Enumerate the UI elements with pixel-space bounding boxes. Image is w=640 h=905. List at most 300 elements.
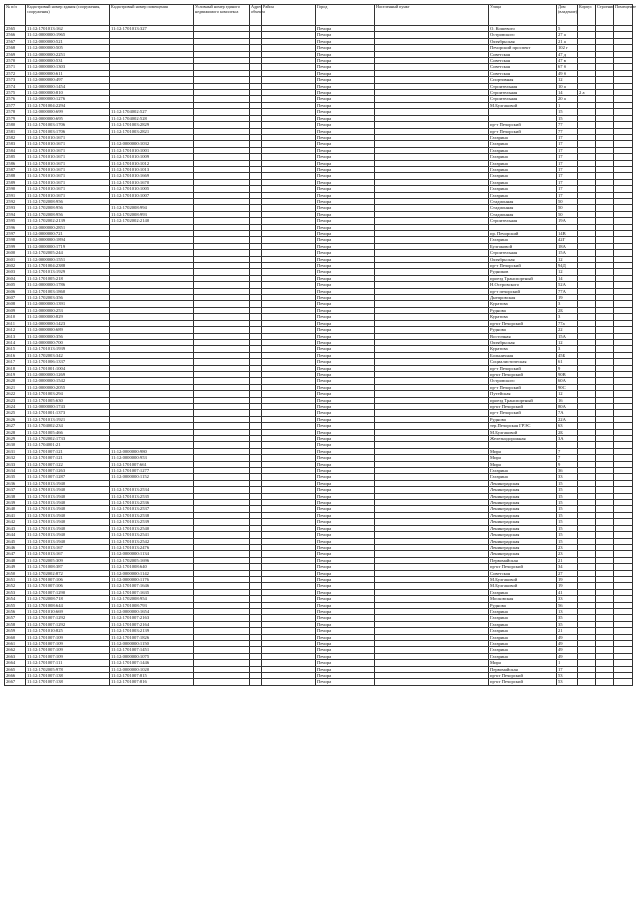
cell-premises-cadastral: 11:12:1701010:1005 — [110, 186, 194, 192]
cell-building-cadastral: 11:12:0000000:611 — [26, 70, 110, 76]
cell-city: Печора — [316, 320, 375, 326]
cell-house: 47 д — [557, 51, 578, 57]
cell-index: 2580 — [5, 122, 26, 128]
cell-index: 2570 — [5, 58, 26, 64]
cell-city: Печора — [316, 109, 375, 115]
cell-city: Печора — [316, 26, 375, 32]
cell-index: 2581 — [5, 128, 26, 134]
cell-building-cadastral: 11:12:0000000:2251 — [26, 51, 110, 57]
cell-street: Днепровская — [489, 295, 557, 301]
cell-city: Печора — [316, 641, 375, 647]
cell-premises-cadastral: 11:12:1701010:1670 — [110, 179, 194, 185]
cell-city: Печора — [316, 532, 375, 538]
cell-building-cadastral: 11:12:1701013:1940 — [26, 519, 110, 525]
cell-building: 2 а — [578, 90, 596, 96]
cell-index: 2636 — [5, 480, 26, 486]
cell-street: проезд Транспортный — [489, 397, 557, 403]
cell-house: 17 — [557, 134, 578, 140]
cell-index: 2602 — [5, 263, 26, 269]
cell-building-cadastral: 11:12:1701010:1671 — [26, 192, 110, 198]
cell-city: Печора — [316, 487, 375, 493]
cell-building-cadastral: 11:12:1701007:106 — [26, 576, 110, 582]
cell-city: Печора — [316, 211, 375, 217]
cell-building-cadastral: 11:12:1701001:1373 — [26, 410, 110, 416]
cell-city: Печора — [316, 173, 375, 179]
cell-index: 2646 — [5, 544, 26, 550]
cell-house: 14 — [557, 90, 578, 96]
cell-street: пр-кт Печорский — [489, 320, 557, 326]
cell-building-cadastral: 11:12:0000000:1542 — [26, 378, 110, 384]
cell-index: 2569 — [5, 51, 26, 57]
cell-street: Советская — [489, 58, 557, 64]
cell-index: 2575 — [5, 90, 26, 96]
cell-street: тер.Печорская ГРЭС — [489, 423, 557, 429]
cell-house: 15 — [557, 493, 578, 499]
cell-street: пр-т Печорский — [489, 384, 557, 390]
cell-house: 35 — [557, 615, 578, 621]
cell-city: Печора — [316, 282, 375, 288]
cell-city: Печора — [316, 455, 375, 461]
cell-building-cadastral: 11:12:0000000:1894 — [26, 237, 110, 243]
col-header-district: Район — [262, 5, 316, 26]
cell-street: Стадионная — [489, 211, 557, 217]
cell-city: Печора — [316, 660, 375, 666]
cell-building-cadastral: 11:12:1702002:1733 — [26, 436, 110, 442]
cell-street: Гагарина — [489, 634, 557, 640]
cell-district — [262, 679, 316, 685]
cell-index: 2568 — [5, 45, 26, 51]
cell-house: 21 — [557, 557, 578, 563]
cell-building-cadastral: 11:12:1701007:121 — [26, 455, 110, 461]
cell-house: 14В — [557, 231, 578, 237]
cell-building-cadastral: 11:12:1701010:1671 — [26, 160, 110, 166]
cell-index: 2608 — [5, 301, 26, 307]
cell-index: 2660 — [5, 634, 26, 640]
cell-index: 2616 — [5, 352, 26, 358]
cell-house: 77а — [557, 320, 578, 326]
cell-street: Гагарина — [489, 179, 557, 185]
cell-house: 42Г — [557, 237, 578, 243]
cell-building-cadastral: 11:12:1701004:2294 — [26, 102, 110, 108]
col-header-building: Корпус — [578, 5, 596, 26]
cell-building-cadastral: 11:12:1702008:956 — [26, 205, 110, 211]
cell-street: Куратова — [489, 314, 557, 320]
cell-city: Печора — [316, 263, 375, 269]
cell-city: Печора — [316, 615, 375, 621]
cell-city: Печора — [316, 269, 375, 275]
cell-building-cadastral: 11:12:1701005:630 — [26, 397, 110, 403]
cell-street: Ленинградская — [489, 538, 557, 544]
cell-street: Гагарина — [489, 173, 557, 179]
cell-city: Печора — [316, 384, 375, 390]
cell-house: 18А — [557, 243, 578, 249]
cell-index: 2620 — [5, 378, 26, 384]
cell-house: 9 — [557, 365, 578, 371]
cell-building-cadastral: 11:12:1701007:122 — [26, 461, 110, 467]
cell-premises-cadastral: 11:12:1701013:2537 — [110, 506, 194, 512]
cell-index: 2605 — [5, 282, 26, 288]
cell-address — [250, 679, 262, 685]
cell-city: Печора — [316, 468, 375, 474]
cell-building-cadastral: 11:12:1702008:718 — [26, 596, 110, 602]
cell-house: 12 — [557, 269, 578, 275]
cell-city: Печора — [316, 403, 375, 409]
cell-house: 12 — [557, 77, 578, 83]
cell-city: Печора — [316, 583, 375, 589]
cell-house: 33 — [557, 474, 578, 480]
cell-city: Печора — [316, 352, 375, 358]
cell-index: 2641 — [5, 512, 26, 518]
cell-city: Печора — [316, 423, 375, 429]
cell-house: 49 — [557, 641, 578, 647]
cell-city: Печора — [316, 506, 375, 512]
cell-street: Первомайская — [489, 666, 557, 672]
cell-street: пр-т Печорский — [489, 128, 557, 134]
cell-building-cadastral: 11:12:1701007:111 — [26, 660, 110, 666]
cell-street: Октябрьская — [489, 339, 557, 345]
cell-house: 2Б — [557, 307, 578, 313]
cell-street: Стадионная — [489, 198, 557, 204]
cell-index: 2567 — [5, 38, 26, 44]
cell-street: Строительная — [489, 250, 557, 256]
cell-city: Печора — [316, 371, 375, 377]
cell-house: 56 — [557, 602, 578, 608]
cell-house: 15 — [557, 525, 578, 531]
col-header-premises: Помещение — [614, 5, 633, 26]
cell-city: Печора — [316, 51, 375, 57]
cell-house: 17 — [557, 179, 578, 185]
cell-street: Октябрьская — [489, 38, 557, 44]
cell-city: Печора — [316, 45, 375, 51]
col-header-complex-number: Условный номер единого недвижимого комплекса — [194, 5, 250, 26]
cell-premises-cadastral: 11:12:1701007:1635 — [110, 589, 194, 595]
cell-premises-cadastral: 11:12:0000000:1150 — [110, 641, 194, 647]
cell-city: Печора — [316, 314, 375, 320]
cell-house: 7 — [557, 455, 578, 461]
cell-house: 53 — [557, 673, 578, 679]
cell-building-cadastral: 11:12:0000000:699 — [26, 109, 110, 115]
cell-index: 2579 — [5, 115, 26, 121]
cell-building-cadastral: 11:12:0000000:505 — [26, 45, 110, 51]
cell-index: 2615 — [5, 346, 26, 352]
cell-premises-cadastral: 11:12:1701007:2164 — [110, 621, 194, 627]
cell-index: 2576 — [5, 96, 26, 102]
cell-index: 2578 — [5, 109, 26, 115]
cell-house: 94Д — [557, 263, 578, 269]
col-header-structure: Строение — [596, 5, 614, 26]
cell-premises-cadastral: 11:12:1701007:1277 — [110, 468, 194, 474]
cell-street: Гагарина — [489, 186, 557, 192]
cell-street: Восточная — [489, 333, 557, 339]
cell-street: Гагарина — [489, 653, 557, 659]
cell-house: 20 а — [557, 96, 578, 102]
cell-building-cadastral: 11:12:1701008:644 — [26, 602, 110, 608]
cell-city: Печора — [316, 628, 375, 634]
cell-city: Печора — [316, 461, 375, 467]
cell-building-cadastral: 11:12:1702005:309 — [26, 557, 110, 563]
cell-building-cadastral: 11:12:1701013:1940 — [26, 532, 110, 538]
cell-city: Печора — [316, 448, 375, 454]
col-header-building-cadastral: Кадастровый номер здания (сооружения, сооружения) — [26, 5, 110, 26]
cell-building-cadastral: 11:12:1701013:1940 — [26, 538, 110, 544]
cell-index: 2612 — [5, 327, 26, 333]
cell-index: 2598 — [5, 237, 26, 243]
cell-index: 2565 — [5, 26, 26, 32]
cell-index: 2566 — [5, 32, 26, 38]
cell-street: Гагарина — [489, 589, 557, 595]
cell-city: Печора — [316, 256, 375, 262]
cell-house: 27 а — [557, 32, 578, 38]
cell-city: Печора — [316, 436, 375, 442]
cell-house: 102 г — [557, 45, 578, 51]
cell-city: Печора — [316, 551, 375, 557]
cell-house: 15 — [557, 506, 578, 512]
cell-building-cadastral: 11:12:1702003:342 — [26, 352, 110, 358]
cell-house: 35 — [557, 621, 578, 627]
cell-house: 15 — [557, 538, 578, 544]
cell-building-cadastral: 11:12:1701004:2388 — [26, 263, 110, 269]
cell-index: 2624 — [5, 403, 26, 409]
cell-street: пр. Печорский — [489, 231, 557, 237]
cell-house: 67 б — [557, 64, 578, 70]
cell-premises-cadastral: 11:12:1701007:661 — [110, 461, 194, 467]
cell-house: 21 — [557, 628, 578, 634]
cell-index: 2619 — [5, 371, 26, 377]
cell-index: 2665 — [5, 666, 26, 672]
cell-building-cadastral: 11:12:1704002:234 — [26, 423, 110, 429]
cell-index: 2652 — [5, 583, 26, 589]
cell-city: Печора — [316, 429, 375, 435]
cell-street: Ленинградская — [489, 519, 557, 525]
cell-index: 2662 — [5, 647, 26, 653]
cell-house: 15А — [557, 333, 578, 339]
cell-house: 34 — [557, 564, 578, 570]
cell-premises-cadastral: 11:12:1704002:527 — [110, 109, 194, 115]
cell-building-cadastral: 11:12:1701007:106 — [26, 583, 110, 589]
cell-house: 2Б — [557, 429, 578, 435]
cell-index: 2583 — [5, 141, 26, 147]
cell-index: 2654 — [5, 596, 26, 602]
cell-premises-cadastral: 11:12:1702008:994 — [110, 205, 194, 211]
cell-house: 27 — [557, 570, 578, 576]
cell-city: Печора — [316, 500, 375, 506]
cell-city: Печора — [316, 231, 375, 237]
cell-building-cadastral: 11:12:1701007:138 — [26, 679, 110, 685]
cell-city: Печора — [316, 519, 375, 525]
cell-city: Печора — [316, 160, 375, 166]
cell-index: 2661 — [5, 641, 26, 647]
cell-city: Печора — [316, 147, 375, 153]
cell-premises-cadastral: 11:12:1701010:1007 — [110, 192, 194, 198]
cell-complex-number — [194, 679, 250, 685]
cell-index: 2599 — [5, 243, 26, 249]
cell-city: Печора — [316, 192, 375, 198]
cell-street: Ленинградская — [489, 500, 557, 506]
cell-building-cadastral: 11:12:0000000:497 — [26, 77, 110, 83]
cell-premises — [614, 679, 633, 685]
cell-building-cadastral: 11:12:1701013:1940 — [26, 500, 110, 506]
cell-street: Строительная — [489, 83, 557, 89]
cell-index: 2631 — [5, 448, 26, 454]
cell-street: пр-т Печорский — [489, 263, 557, 269]
cell-index: 2648 — [5, 557, 26, 563]
cell-house: 12 — [557, 339, 578, 345]
cell-house: 17 — [557, 160, 578, 166]
cell-city: Печора — [316, 186, 375, 192]
cell-building-cadastral: 11:12:0000000:700 — [26, 339, 110, 345]
cell-premises-cadastral: 11:12:1702002:2140 — [110, 218, 194, 224]
cell-building-cadastral: 11:12:0000000:531 — [26, 58, 110, 64]
cell-street: Мира — [489, 461, 557, 467]
cell-building-cadastral: 11:12:1701005:218 — [26, 275, 110, 281]
cell-building-cadastral: 11:12:1701007:109 — [26, 653, 110, 659]
cell-building-cadastral: 11:12:0000000:1965 — [26, 32, 110, 38]
cell-index: 2651 — [5, 576, 26, 582]
cell-house: 19 — [557, 583, 578, 589]
cell-street: Н.Островского — [489, 282, 557, 288]
cell-city: Печора — [316, 679, 375, 685]
cell-premises-cadastral: 11:12:1701013:2536 — [110, 500, 194, 506]
cell-city: Печора — [316, 474, 375, 480]
cell-street: Ленинградская — [489, 493, 557, 499]
cell-premises-cadastral: 11:12:1701010:1001 — [110, 147, 194, 153]
cell-building-cadastral: 11:12:1701001:1004 — [26, 365, 110, 371]
cell-building-cadastral: 11:12:1701006:1337 — [26, 359, 110, 365]
cell-street: Рудников — [489, 269, 557, 275]
cell-index: 2664 — [5, 660, 26, 666]
cell-premises-cadastral: 11:12:1701003:2139 — [110, 628, 194, 634]
cell-index: 2634 — [5, 468, 26, 474]
cell-index: 2626 — [5, 416, 26, 422]
cell-building-cadastral: 11:12:1701005:466 — [26, 429, 110, 435]
cell-building-cadastral: 11:12:1701010:1671 — [26, 147, 110, 153]
cell-street: Октябрьская — [489, 256, 557, 262]
cell-index: 2572 — [5, 70, 26, 76]
cell-street: Ленинградская — [489, 506, 557, 512]
cell-street: пр-т Печорский — [489, 365, 557, 371]
cell-premises-cadastral: 11:12:1701013:2476 — [110, 544, 194, 550]
cell-building-cadastral: 11:12:0000000:1423 — [26, 320, 110, 326]
cell-street: Руднова — [489, 416, 557, 422]
cell-street: М.Булгаковой — [489, 583, 557, 589]
cell-street: Руднова — [489, 307, 557, 313]
cell-street: пр-т Печорский — [489, 410, 557, 416]
cell-index: 2593 — [5, 205, 26, 211]
cell-building-cadastral: 11:12:1701013:167 — [26, 544, 110, 550]
cell-house: 15 — [557, 115, 578, 121]
cell-city: Печора — [316, 666, 375, 672]
cell-index: 2640 — [5, 506, 26, 512]
cell-index: 2588 — [5, 173, 26, 179]
cell-building-cadastral: 11:12:1702005:978 — [26, 666, 110, 672]
cell-house: 7 — [557, 448, 578, 454]
cell-street: Гагарина — [489, 628, 557, 634]
cell-settlement — [375, 679, 489, 685]
cell-street: Ленинградская — [489, 487, 557, 493]
cell-premises-cadastral: 11:12:1702008:993 — [110, 211, 194, 217]
cell-street: Гагарина — [489, 474, 557, 480]
cell-building-cadastral: 11:12:1701010:1671 — [26, 186, 110, 192]
cell-building-cadastral: 11:12:0000000:1269 — [26, 371, 110, 377]
cell-city: Печора — [316, 391, 375, 397]
cell-street: Советская — [489, 64, 557, 70]
cell-city: Печора — [316, 250, 375, 256]
cell-house: 22А — [557, 416, 578, 422]
cell-house: 61 — [557, 359, 578, 365]
cell-index: 2657 — [5, 615, 26, 621]
cell-index: 2622 — [5, 391, 26, 397]
cell-street: Гагарина — [489, 237, 557, 243]
cell-city: Печора — [316, 397, 375, 403]
cell-city: Печора — [316, 365, 375, 371]
cell-building-cadastral: 11:12:0000000:521 — [26, 38, 110, 44]
cell-building-cadastral: 11:12:0000000:1786 — [26, 282, 110, 288]
cell-house: 5 — [557, 26, 578, 32]
cell-house: 17 — [557, 186, 578, 192]
cell-street: Мира — [489, 455, 557, 461]
document-page — [4, 4, 636, 686]
cell-house: 16 — [557, 397, 578, 403]
cell-street: Гагарина — [489, 621, 557, 627]
cell-building-cadastral: 11:12:1701013:162 — [26, 26, 110, 32]
cell-street: Гагарина — [489, 615, 557, 621]
cell-city: Печора — [316, 647, 375, 653]
cell-premises-cadastral: 11:12:1701007:1451 — [110, 647, 194, 653]
cell-building-cadastral: 11:12:1701010:1671 — [26, 166, 110, 172]
cell-house: 50 — [557, 205, 578, 211]
cell-building-cadastral: 11:12:1704001:21 — [26, 442, 110, 448]
cell-index: 2623 — [5, 397, 26, 403]
cell-index: 2618 — [5, 365, 26, 371]
cell-index: 2650 — [5, 570, 26, 576]
cell-house: 50 — [557, 211, 578, 217]
cell-premises-cadastral: 11:12:0000000:1176 — [110, 576, 194, 582]
cell-premises-cadastral: 11:12:1701007:1646 — [110, 583, 194, 589]
cell-premises-cadastral: 11:12:1701013:2534 — [110, 487, 194, 493]
cell-building-cadastral: 11:12:1702008:956 — [26, 211, 110, 217]
cell-street: Гагарина — [489, 154, 557, 160]
cell-house: 19А — [557, 218, 578, 224]
cell-street: Ленинградская — [489, 512, 557, 518]
cell-city: Печора — [316, 70, 375, 76]
cell-index: 2604 — [5, 275, 26, 281]
cell-city: Печора — [316, 295, 375, 301]
cell-city: Печора — [316, 525, 375, 531]
cell-building-cadastral: 11:12:1702008:956 — [26, 198, 110, 204]
cell-house: 17 — [557, 173, 578, 179]
cell-street: Строительная — [489, 218, 557, 224]
cell-city: Печора — [316, 557, 375, 563]
cell-premises-cadastral: 11:12:1701008:793 — [110, 602, 194, 608]
cell-building-cadastral: 11:12:1701003:1706 — [26, 122, 110, 128]
cell-house: 45Б — [557, 352, 578, 358]
cell-house: 41 — [557, 589, 578, 595]
cell-building-cadastral: 11:12:1701007:121 — [26, 448, 110, 454]
cell-index: 2630 — [5, 442, 26, 448]
cell-street: Руднова — [489, 602, 557, 608]
cell-index: 2597 — [5, 231, 26, 237]
cell-building-cadastral: 11:12:1701013:1939 — [26, 346, 110, 352]
cell-premises-cadastral: 11:12:1701007:815 — [110, 673, 194, 679]
table-row — [5, 679, 633, 685]
cell-index: 2609 — [5, 307, 26, 313]
cell-house: 15 — [557, 500, 578, 506]
cell-building-cadastral: 11:12:0000000:356 — [26, 333, 110, 339]
cell-street: Гагарина — [489, 160, 557, 166]
cell-building-cadastral: 11:12:1701013:1940 — [26, 512, 110, 518]
cell-street: Островского — [489, 378, 557, 384]
cell-city: Печора — [316, 218, 375, 224]
